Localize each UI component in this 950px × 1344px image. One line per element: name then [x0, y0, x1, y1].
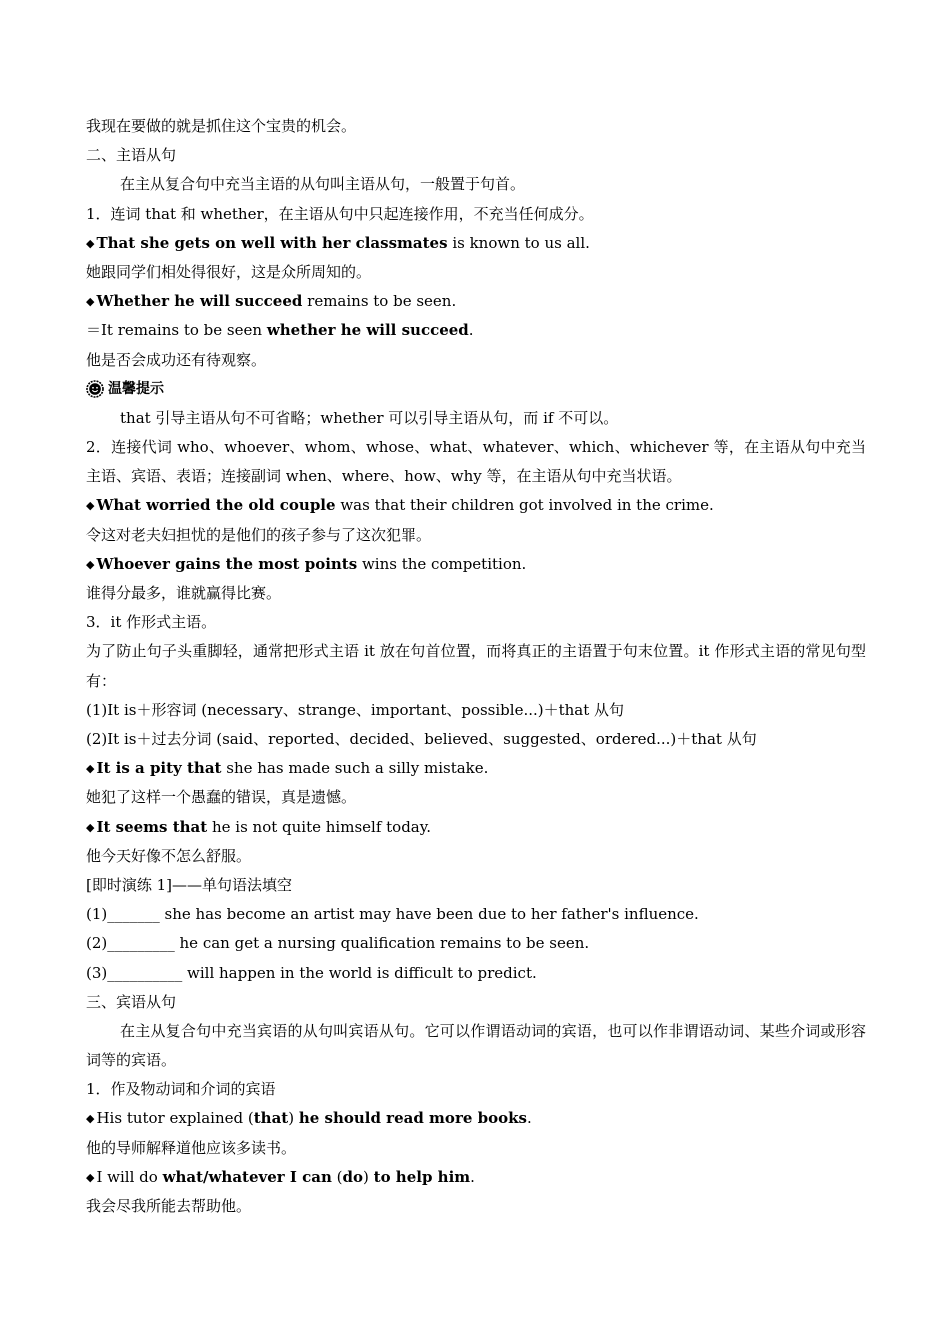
document-page	[86, 112, 866, 1221]
point-1-title: 1．连词 that 和 whether，在主语从句中只起连接作用，不充当任何成分。	[86, 204, 594, 223]
section-intro: 在主从复合句中充当主语的从句叫主语从句，一般置于句首。	[120, 175, 526, 194]
example-8: ◆ I will do what/whatever I can (do) to help him.	[86, 1167, 475, 1186]
example-3: ◆ What worried the old couple was that their children got involved in the crime.	[86, 496, 714, 515]
example-3-translation: 令这对老夫妇担忧的是他们的孩子参与了这次犯罪。	[86, 525, 432, 544]
example-1: ◆ That she gets on well with her classmates is known to us all.	[86, 233, 590, 252]
example-8-translation: 我会尽我所能去帮助他。	[86, 1197, 252, 1216]
example-4-translation: 谁得分最多，谁就赢得比赛。	[86, 584, 282, 603]
diamond-bullet-icon: ◆	[86, 1170, 95, 1184]
example-2-equivalent: ＝It remains to be seen whether he will succeed.	[86, 321, 474, 340]
drill-title: [即时演练 1]——单句语法填空	[86, 875, 293, 894]
example-1-translation: 她跟同学们相处得很好，这是众所周知的。	[86, 262, 372, 281]
section-heading-subject-clause: 二、主语从句	[86, 146, 177, 165]
example-5-translation: 她犯了这样一个愚蠢的错误，真是遗憾。	[86, 788, 357, 807]
tip-text: that 引导主语从句不可省略；whether 可以引导主语从句，而 if 不可以。	[120, 408, 619, 427]
text-line: 我现在要做的就是抓住这个宝贵的机会。	[86, 117, 357, 135]
example-7: ◆ His tutor explained (that) he should read more books.	[86, 1109, 532, 1128]
diamond-bullet-icon: ◆	[86, 1112, 95, 1126]
example-6-translation: 他今天好像不怎么舒服。	[86, 846, 252, 865]
tip-heading	[86, 375, 866, 404]
section-heading-object-clause: 三、宾语从句	[86, 992, 177, 1011]
point-2-text: 2．连接代词 who、whoever、whom、whose、what、whatever、which、whichever 等，在主语从句中充当主语、宾语、表语；连接副词 when、where、how、why 等，在主语从句中充当状语。	[86, 438, 866, 486]
example-6: ◆ It seems that he is not quite himself today.	[86, 817, 431, 836]
drill-item: (3)__________ will happen in the world is difficult to predict.	[86, 963, 537, 982]
smiley-icon	[86, 380, 104, 398]
example-7-translation: 他的导师解释道他应该多读书。	[86, 1138, 297, 1157]
diamond-bullet-icon: ◆	[86, 762, 95, 776]
example-2-translation: 他是否会成功还有待观察。	[86, 350, 267, 369]
point-3-text: 为了防止句子头重脚轻，通常把形式主语 it 放在句首位置，而将真正的主语置于句末位置。it 作形式主语的常见句型有：	[86, 642, 866, 690]
tip-label: 温馨提示	[108, 380, 164, 397]
example-2: ◆ Whether he will succeed remains to be seen.	[86, 292, 457, 311]
point-3-title: 3．it 作形式主语。	[86, 613, 217, 632]
example-4: ◆ Whoever gains the most points wins the competition.	[86, 554, 527, 573]
diamond-bullet-icon: ◆	[86, 236, 95, 250]
pattern-1: (1)It is＋形容词 (necessary、strange、important、possible...)＋that 从句	[86, 700, 625, 719]
diamond-bullet-icon: ◆	[86, 820, 95, 834]
drill-item: (1)_______ she has become an artist may have been due to her father's influence.	[86, 905, 699, 924]
point-q1-title: 1．作及物动词和介词的宾语	[86, 1080, 276, 1099]
diamond-bullet-icon: ◆	[86, 499, 95, 513]
pattern-2: (2)It is＋过去分词 (said、reported、decided、believed、suggested、ordered...)＋that 从句	[86, 730, 757, 748]
example-5: ◆ It is a pity that she has made such a silly mistake.	[86, 759, 489, 778]
section-3-intro: 在主从复合句中充当宾语的从句叫宾语从句。它可以作谓语动词的宾语，也可以作非谓语动词、某些介词或形容词等的宾语。	[86, 1021, 866, 1070]
diamond-bullet-icon: ◆	[86, 295, 95, 309]
diamond-bullet-icon: ◆	[86, 557, 95, 571]
drill-item: (2)_________ he can get a nursing qualification remains to be seen.	[86, 934, 590, 953]
